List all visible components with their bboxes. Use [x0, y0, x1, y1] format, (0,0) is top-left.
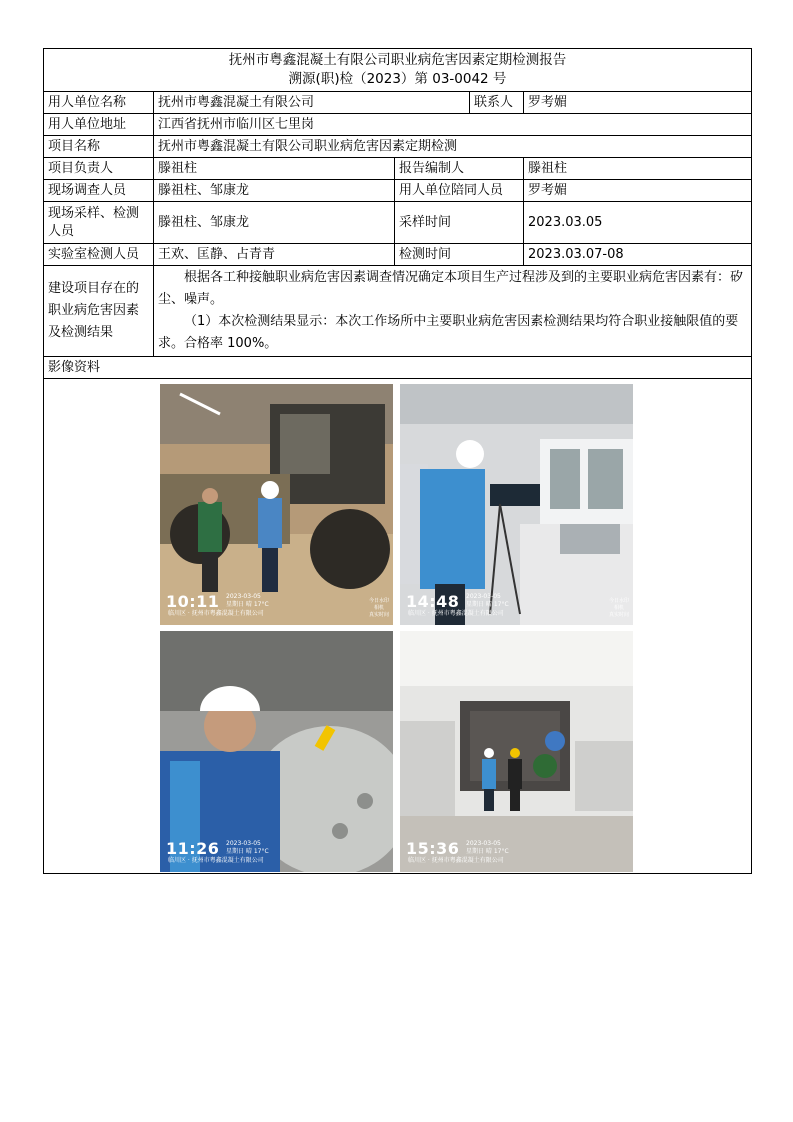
sampling-value: 滕祖柱、邹康龙 [154, 202, 395, 244]
photo-4-time: 15:36 [406, 839, 460, 858]
photo-3-time: 11:26 [166, 839, 220, 858]
hazard-paragraph-1: 根据各工种接触职业病危害因素调查情况确定本项目生产过程涉及到的主要职业病危害因素有：矽尘、噪声。 [158, 270, 744, 307]
report-table [43, 48, 752, 874]
photo-2-date: 2023-03-05 [466, 593, 501, 600]
project-value: 抚州市粤鑫混凝土有限公司职业病危害因素定期检测 [154, 136, 752, 158]
photo-3-date: 2023-03-05 [226, 840, 261, 847]
photo-1-weather: 星期日 晴 17°C [226, 601, 269, 608]
images-label: 影像资料 [44, 357, 752, 379]
sampling-time-label: 采样时间 [395, 202, 524, 244]
compiler-value: 滕祖柱 [524, 158, 752, 180]
sampling-time-value: 2023.03.05 [524, 202, 752, 244]
photo-noise-measurement [160, 631, 393, 872]
hazard-label: 建设项目存在的职业病危害因素及检测结果 [44, 266, 154, 357]
photo-company-lobby [400, 631, 633, 872]
hazard-result [154, 266, 752, 357]
project-label: 项目名称 [44, 136, 154, 158]
photo-2-badge: 今日水印 相机 真实时间 [608, 598, 629, 618]
photos-cell [44, 379, 752, 874]
photo-4-date: 2023-03-05 [466, 840, 501, 847]
leader-value: 滕祖柱 [154, 158, 395, 180]
survey-value: 滕祖柱、邹康龙 [154, 180, 395, 202]
survey-label: 现场调查人员 [44, 180, 154, 202]
photo-2-weather: 星期日 晴 17°C [466, 601, 509, 608]
test-time-label: 检测时间 [395, 244, 524, 266]
report-title: 抚州市粤鑫混凝土有限公司职业病危害因素定期检测报告 [228, 52, 567, 68]
hazard-paragraph-2: （1）本次检测结果显示：本次工作场所中主要职业病危害因素检测结果均符合职业接触限值的要求。合格率 100%。 [158, 314, 739, 351]
photo-3-weather: 星期日 晴 17°C [226, 848, 269, 855]
lab-label: 实验室检测人员 [44, 244, 154, 266]
photo-2-location: 临川区 · 抚州市粤鑫混凝土有限公司 [408, 610, 504, 617]
lab-value: 王欢、匡静、占青青 [154, 244, 395, 266]
photo-loader [160, 384, 393, 625]
compiler-label: 报告编制人 [395, 158, 524, 180]
photo-1-time: 10:11 [166, 592, 220, 611]
leader-label: 项目负责人 [44, 158, 154, 180]
photo-1-date: 2023-03-05 [226, 593, 261, 600]
report-header [44, 49, 752, 92]
photo-1-location: 临川区 · 抚州市粤鑫混凝土有限公司 [168, 610, 264, 617]
escort-label: 用人单位陪同人员 [395, 180, 524, 202]
contact-value: 罗考媚 [524, 92, 752, 114]
photo-control-room [400, 384, 633, 625]
employer-label: 用人单位名称 [44, 92, 154, 114]
photo-3-location: 临川区 · 抚州市粤鑫混凝土有限公司 [168, 857, 264, 864]
photo-4-location: 临川区 · 抚州市粤鑫混凝土有限公司 [408, 857, 504, 864]
address-value: 江西省抚州市临川区七里岗 [154, 114, 752, 136]
photo-grid [160, 384, 634, 872]
test-time-value: 2023.03.07-08 [524, 244, 752, 266]
escort-value: 罗考媚 [524, 180, 752, 202]
photo-1-badge: 今日水印 相机 真实时间 [368, 598, 389, 618]
employer-value: 抚州市粤鑫混凝土有限公司 [154, 92, 470, 114]
address-label: 用人单位地址 [44, 114, 154, 136]
contact-label: 联系人 [470, 92, 524, 114]
sampling-label: 现场采样、检测人员 [44, 202, 154, 244]
report-number: 溯源(职)检（2023）第 03-0042 号 [288, 71, 507, 87]
photo-4-weather: 星期日 晴 17°C [466, 848, 509, 855]
photo-2-time: 14:48 [406, 592, 460, 611]
